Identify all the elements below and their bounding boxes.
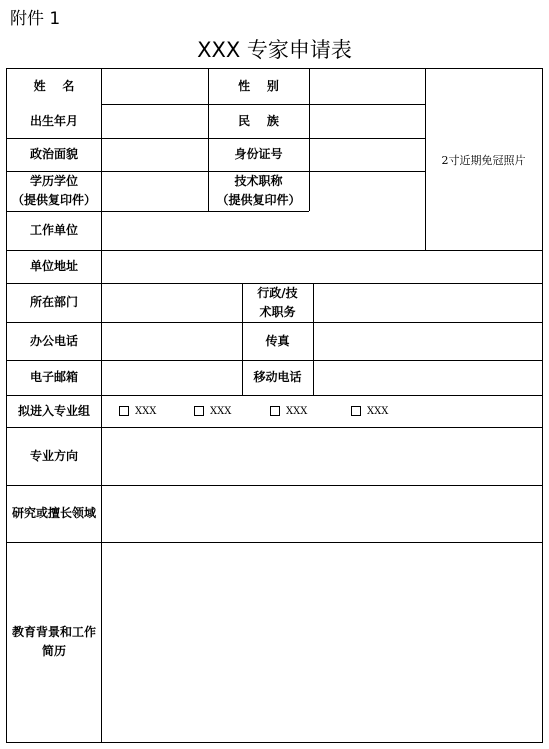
group-option-label: XXX <box>135 405 157 417</box>
ethnicity-label: 民 族 <box>238 113 279 128</box>
mobile-field[interactable] <box>314 361 542 395</box>
group-option-1[interactable] <box>119 395 156 427</box>
id-number-label: 身份证号 <box>234 147 283 161</box>
admin-post-field[interactable] <box>314 284 542 322</box>
id-number-field[interactable] <box>310 139 425 171</box>
work-unit-label: 工作单位 <box>29 223 78 237</box>
group-option-label: XXX <box>286 405 308 417</box>
checkbox-icon[interactable] <box>194 406 204 416</box>
education-label: 学历学位 （提供复印件） <box>11 174 96 207</box>
name-field[interactable] <box>102 69 208 104</box>
office-phone-label: 办公电话 <box>29 333 78 348</box>
birth-field[interactable] <box>102 105 208 138</box>
fax-label: 传真 <box>265 333 290 348</box>
gender-label: 性 别 <box>238 79 279 93</box>
work-unit-field[interactable] <box>102 212 425 250</box>
background-field[interactable] <box>102 543 542 742</box>
admin-post-label: 行政/技 术职务 <box>257 285 298 319</box>
education-field[interactable] <box>102 172 208 211</box>
group-option-label: XXX <box>367 405 389 417</box>
department-label: 所在部门 <box>29 295 78 309</box>
group-label: 拟进入专业组 <box>17 403 90 418</box>
unit-address-label: 单位地址 <box>29 259 78 273</box>
background-label: 教育背景和工作 简历 <box>11 625 96 658</box>
politics-label: 政治面貌 <box>29 147 78 161</box>
tech-title-field[interactable] <box>310 172 425 211</box>
attachment-label: 附件 1 <box>10 9 61 29</box>
research-label: 研究或擅长领域 <box>11 506 96 520</box>
department-field[interactable] <box>102 284 242 322</box>
ethnicity-field[interactable] <box>310 105 425 138</box>
birth-label: 出生年月 <box>29 113 78 128</box>
group-option-3[interactable] <box>270 395 307 427</box>
unit-address-field[interactable] <box>102 251 542 283</box>
checkbox-icon[interactable] <box>351 406 361 416</box>
group-option-label: XXX <box>210 405 232 417</box>
politics-field[interactable] <box>102 139 208 171</box>
specialty-field[interactable] <box>102 428 542 485</box>
group-option-4[interactable] <box>351 395 388 427</box>
name-label: 姓 名 <box>33 79 75 93</box>
email-label: 电子邮箱 <box>29 370 78 384</box>
group-option-2[interactable] <box>194 395 231 427</box>
specialty-label: 专业方向 <box>29 448 78 463</box>
email-field[interactable] <box>102 361 242 395</box>
checkbox-icon[interactable] <box>119 406 129 416</box>
form-title: XXX 专家申请表 <box>197 38 352 62</box>
mobile-label: 移动电话 <box>253 370 302 384</box>
office-phone-field[interactable] <box>102 323 242 360</box>
fax-field[interactable] <box>314 323 542 360</box>
photo-placeholder: 2寸近期免冠照片 <box>441 153 526 167</box>
research-field[interactable] <box>102 486 542 542</box>
checkbox-icon[interactable] <box>270 406 280 416</box>
gender-field[interactable] <box>310 69 425 104</box>
tech-title-label: 技术职称 （提供复印件） <box>216 174 301 207</box>
